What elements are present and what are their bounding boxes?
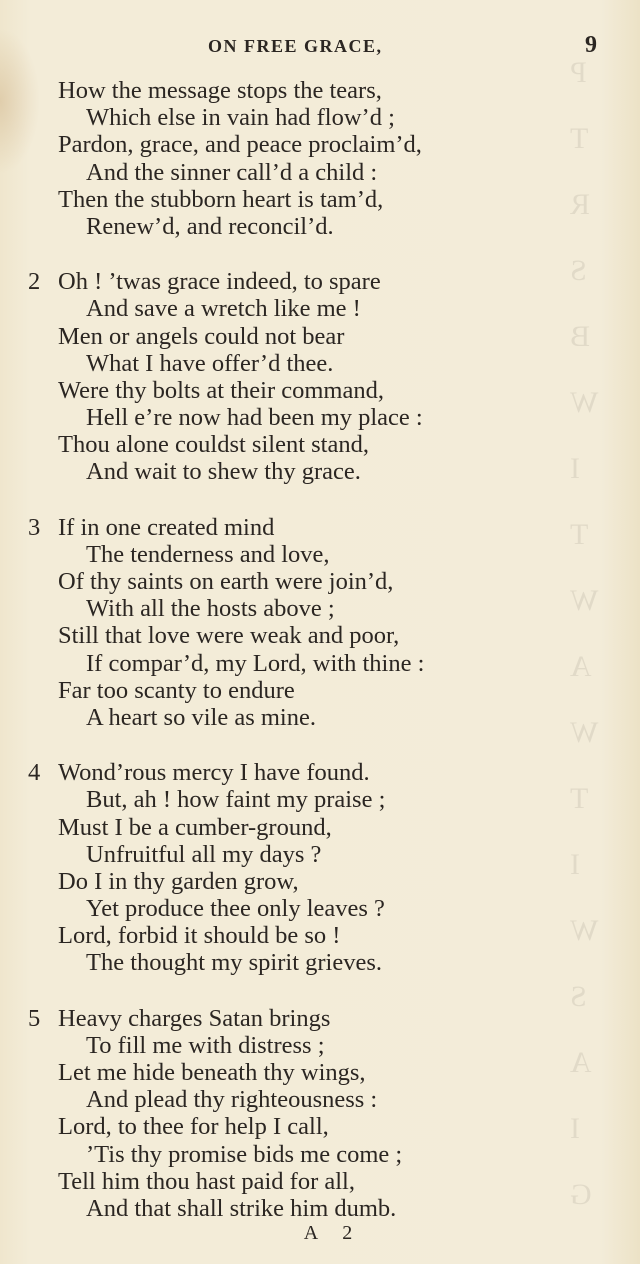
- verse-4: [28, 759, 628, 977]
- verse-line-text: Unfruitful all my days ?: [86, 840, 322, 868]
- verse-line-text: What I have offer’d thee.: [86, 349, 334, 377]
- verse-line: [28, 841, 628, 868]
- verse-line: [28, 323, 628, 350]
- verse-line-text: A heart so vile as mine.: [86, 703, 316, 731]
- verse-line: [28, 622, 628, 649]
- verse-line-text: Hell e’re now had been my place :: [86, 404, 423, 432]
- verse-line-text: ’Tis thy promise bids me come ;: [86, 1140, 403, 1168]
- verse-line-text: And wait to shew thy grace.: [86, 458, 361, 486]
- verse-line-text: Men or angels could not bear: [58, 322, 345, 350]
- verse-number: 3: [28, 513, 41, 541]
- verse-line-text: Tell him thou hast paid for all,: [58, 1167, 355, 1195]
- verse-line: [28, 1168, 628, 1195]
- verse-line-text: To fill me with distress ;: [86, 1031, 325, 1059]
- bleed-through-texture: P T R S B W I T W A W T I W S A I G: [570, 56, 599, 1211]
- verse-line: [28, 1086, 628, 1113]
- verse-line: [28, 1113, 628, 1140]
- verse-2: [28, 268, 628, 486]
- verse-number: 4: [28, 759, 41, 787]
- verse-line: [28, 295, 628, 322]
- verse-line: [28, 350, 628, 377]
- verse-line-text: Renew’d, and reconcil’d.: [86, 212, 334, 240]
- verse-line: [28, 677, 628, 704]
- verse-line: [28, 868, 628, 895]
- verse-line: [28, 759, 628, 786]
- signature-mark: [0, 1222, 640, 1245]
- verse-line-text: The thought my spirit grieves.: [86, 949, 382, 977]
- verse-line-text: Were thy bolts at their command,: [58, 376, 384, 404]
- verse-line-text: Yet produce thee only leaves ?: [86, 895, 385, 923]
- signature-letter: A: [303, 1222, 323, 1244]
- page-header: [0, 32, 640, 62]
- verse-line-text: But, ah ! how faint my praise ;: [86, 786, 386, 814]
- verse-line-text: With all the hosts above ;: [86, 595, 335, 623]
- verse-line: [28, 814, 628, 841]
- running-title: ON FREE GRACE,: [208, 36, 383, 56]
- verse-line-text: If in one created mind: [58, 513, 275, 541]
- verse-line-text: Lord, forbid it should be so !: [58, 922, 341, 950]
- verse-line-text: Pardon, grace, and peace proclaim’d,: [58, 131, 422, 159]
- verse-number: 5: [28, 1004, 41, 1032]
- verse-line-text: And that shall strike him dumb.: [86, 1194, 397, 1222]
- verse-line: [28, 786, 628, 813]
- verse-line-text: The tenderness and love,: [86, 540, 330, 568]
- verse-line-text: Let me hide beneath thy wings,: [58, 1059, 366, 1086]
- verse-line: [28, 1032, 628, 1059]
- verse-line-text: Wond’rous mercy I have found.: [58, 759, 370, 787]
- verse-3: [28, 514, 628, 732]
- verse-line-text: Oh ! ’twas grace indeed, to spare: [58, 268, 381, 296]
- verse-line: [28, 895, 628, 922]
- verse-line-text: And plead thy righteousness :: [86, 1086, 378, 1114]
- verse-line: [28, 1141, 628, 1168]
- verse-line: [28, 213, 628, 240]
- verse-line: [28, 104, 628, 131]
- signature-number: 2: [342, 1222, 357, 1244]
- verse-line-text: Thou alone couldst silent stand,: [58, 431, 369, 459]
- verse-line: [28, 595, 628, 622]
- verse-line-text: Of thy saints on earth were join’d,: [58, 568, 394, 595]
- verse-line-text: Then the stubborn heart is tam’d,: [58, 185, 384, 213]
- verse-line: [28, 568, 628, 595]
- verse-line: [28, 77, 628, 104]
- verse-line-text: Still that love were weak and poor,: [58, 622, 400, 650]
- verse-line: [28, 922, 628, 949]
- verse-line: [28, 458, 628, 485]
- verse-line: [28, 268, 628, 295]
- verse-line: [28, 1195, 628, 1222]
- verse-line-text: And save a wretch like me !: [86, 295, 361, 323]
- verse-5: [28, 1005, 628, 1223]
- verse-line: [28, 949, 628, 976]
- verse-line: [28, 541, 628, 568]
- verse-line: [28, 186, 628, 213]
- page-number: 9: [585, 32, 597, 58]
- verse-line: [28, 377, 628, 404]
- verse-line-text: Must I be a cumber-ground,: [58, 813, 332, 841]
- verse-line: [28, 131, 628, 158]
- hymn-verses: [28, 77, 628, 1250]
- verse-line: [28, 431, 628, 458]
- verse-1: [28, 77, 628, 240]
- verse-line-text: If compar’d, my Lord, with thine :: [86, 649, 425, 677]
- verse-line-text: Lord, to thee for help I call,: [58, 1113, 329, 1141]
- verse-line-text: Heavy charges Satan brings: [58, 1004, 331, 1032]
- verse-line: [28, 1005, 628, 1032]
- verse-line-text: How the message stops the tears,: [58, 77, 382, 104]
- verse-line-text: And the sinner call’d a child :: [86, 158, 378, 186]
- verse-line: [28, 1059, 628, 1086]
- verse-line-text: Do I in thy garden grow,: [58, 867, 299, 895]
- verse-line: [28, 159, 628, 186]
- verse-line: [28, 514, 628, 541]
- verse-number: 2: [28, 268, 41, 296]
- verse-line: [28, 704, 628, 731]
- verse-line: [28, 650, 628, 677]
- verse-line-text: Which else in vain had flow’d ;: [86, 104, 395, 132]
- verse-line: [28, 404, 628, 431]
- verse-line-text: Far too scanty to endure: [58, 676, 295, 704]
